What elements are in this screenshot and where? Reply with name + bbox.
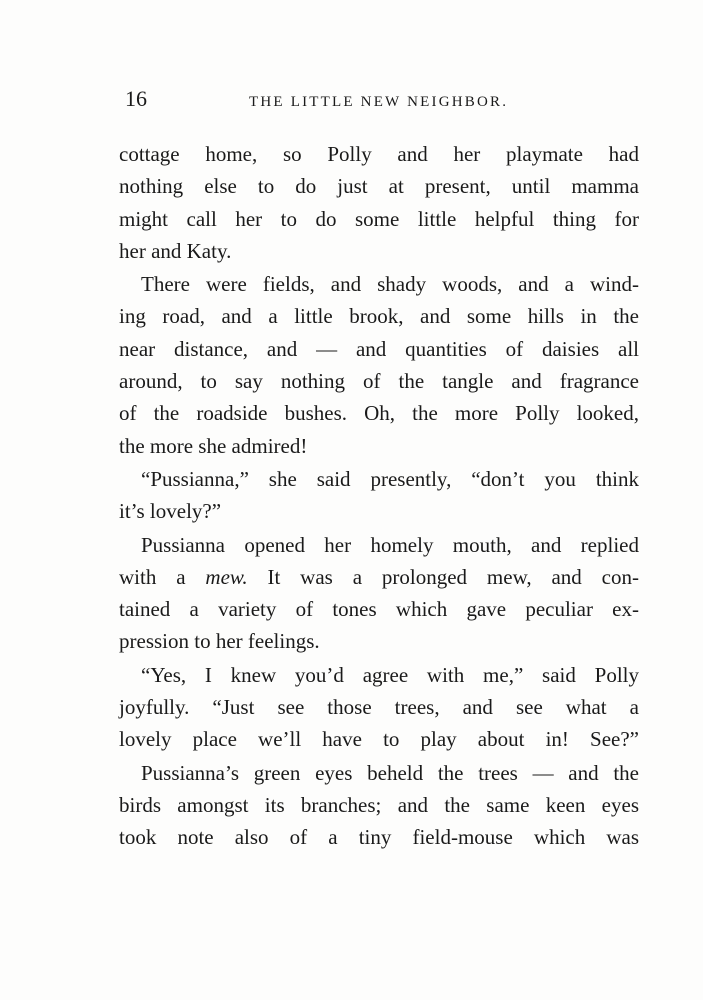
text-line: near distance, and — and quantities of daisies all <box>119 336 639 361</box>
paragraph-first-line: “Yes, I knew you’d agree with me,” said Polly <box>141 662 639 687</box>
text-line: might call her to do some little helpful thing for <box>119 206 639 231</box>
text-line: pression to her feelings. <box>119 629 320 654</box>
paragraph-first-line: Pussianna opened her homely mouth, and replied <box>141 532 639 557</box>
text-line: joyfully. “Just see those trees, and see what a <box>119 695 639 720</box>
text-segment: with a <box>119 564 186 589</box>
text-line: it’s lovely?” <box>119 499 222 524</box>
text-line: tained a variety of tones which gave peculiar ex- <box>119 597 639 622</box>
text-line: lovely place we’ll have to play about in! See?” <box>119 727 639 752</box>
text-line: birds amongst its branches; and the same keen eyes <box>119 792 639 817</box>
text-line: of the roadside bushes. Oh, the more Polly looked, <box>119 401 639 426</box>
text-line: cottage home, so Polly and her playmate had <box>119 142 639 166</box>
paragraph-first-line: “Pussianna,” she said presently, “don’t you think <box>141 466 639 491</box>
running-title: THE LITTLE NEW NEIGHBOR. <box>249 94 509 110</box>
text-line-with-italic <box>119 561 639 593</box>
text-line: the more she admired! <box>119 433 308 458</box>
paragraph-first-line: Pussianna’s green eyes beheld the trees — and the <box>141 760 639 785</box>
page-header <box>121 86 636 116</box>
text-line: nothing else to do just at present, until mamma <box>119 174 639 199</box>
text-line: her and Katy. <box>119 238 232 263</box>
text-line: took note also of a tiny field-mouse which was <box>119 825 639 850</box>
text-line: ing road, and a little brook, and some hills in the <box>119 304 639 329</box>
text-segment: It was a prolonged mew, and con- <box>267 564 639 589</box>
text-line: around, to say nothing of the tangle and fragrance <box>119 369 639 394</box>
paragraph-first-line: There were fields, and shady woods, and a wind- <box>141 272 639 297</box>
page-number: 16 <box>125 86 147 111</box>
italic-word: mew. <box>205 564 248 589</box>
body-text <box>119 138 639 854</box>
